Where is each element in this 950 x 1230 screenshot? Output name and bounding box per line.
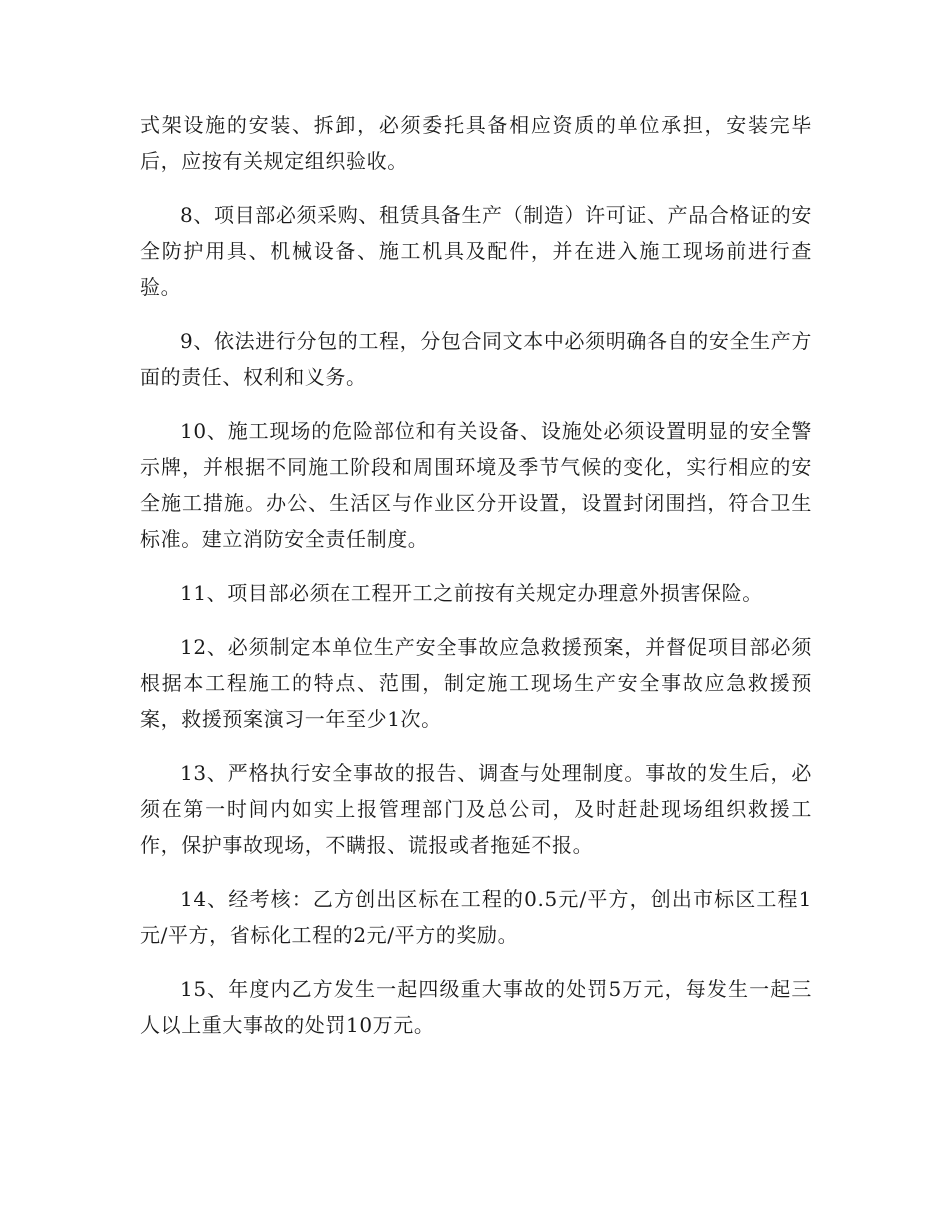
paragraph-item-14: 14、经考核：乙方创出区标在工程的0.5元/平方，创出市标区工程1元/平方，省标化工程的2元/平方的奖励。 bbox=[140, 887, 812, 947]
paragraph-item-15: 15、年度内乙方发生一起四级重大事故的处罚5万元，每发生一起三人以上重大事故的处罚10万元。 bbox=[140, 977, 812, 1037]
paragraph-item-12: 12、必须制定本单位生产安全事故应急救援预案，并督促项目部必须根据本工程施工的特点、范围，制定施工现场生产安全事故应急救援预案，救援预案演习一年至少1次。 bbox=[140, 635, 812, 731]
paragraph-item-9: 9、依法进行分包的工程，分包合同文本中必须明确各自的安全生产方面的责任、权利和义务。 bbox=[140, 329, 812, 389]
paragraph-item-10: 10、施工现场的危险部位和有关设备、设施处必须设置明显的安全警示牌，并根据不同施工阶段和周围环境及季节气候的变化，实行相应的安全施工措施。办公、生活区与作业区分开设置，设置封闭围挡，符合卫生标准。建立消防安全责任制度。 bbox=[140, 419, 812, 551]
paragraph-item-8: 8、项目部必须采购、租赁具备生产（制造）许可证、产品合格证的安全防护用具、机械设备、施工机具及配件，并在进入施工现场前进行查验。 bbox=[140, 203, 812, 299]
paragraph-item-11: 11、项目部必须在工程开工之前按有关规定办理意外损害保险。 bbox=[180, 581, 763, 605]
paragraph-item-13: 13、严格执行安全事故的报告、调查与处理制度。事故的发生后，必须在第一时间内如实上报管理部门及总公司，及时赶赴现场组织救援工作，保护事故现场，不瞒报、谎报或者拖延不报。 bbox=[140, 761, 812, 857]
document-body bbox=[140, 107, 812, 1061]
paragraph-continuation: 式架设施的安装、拆卸，必须委托具备相应资质的单位承担，安装完毕后，应按有关规定组织验收。 bbox=[140, 113, 812, 173]
